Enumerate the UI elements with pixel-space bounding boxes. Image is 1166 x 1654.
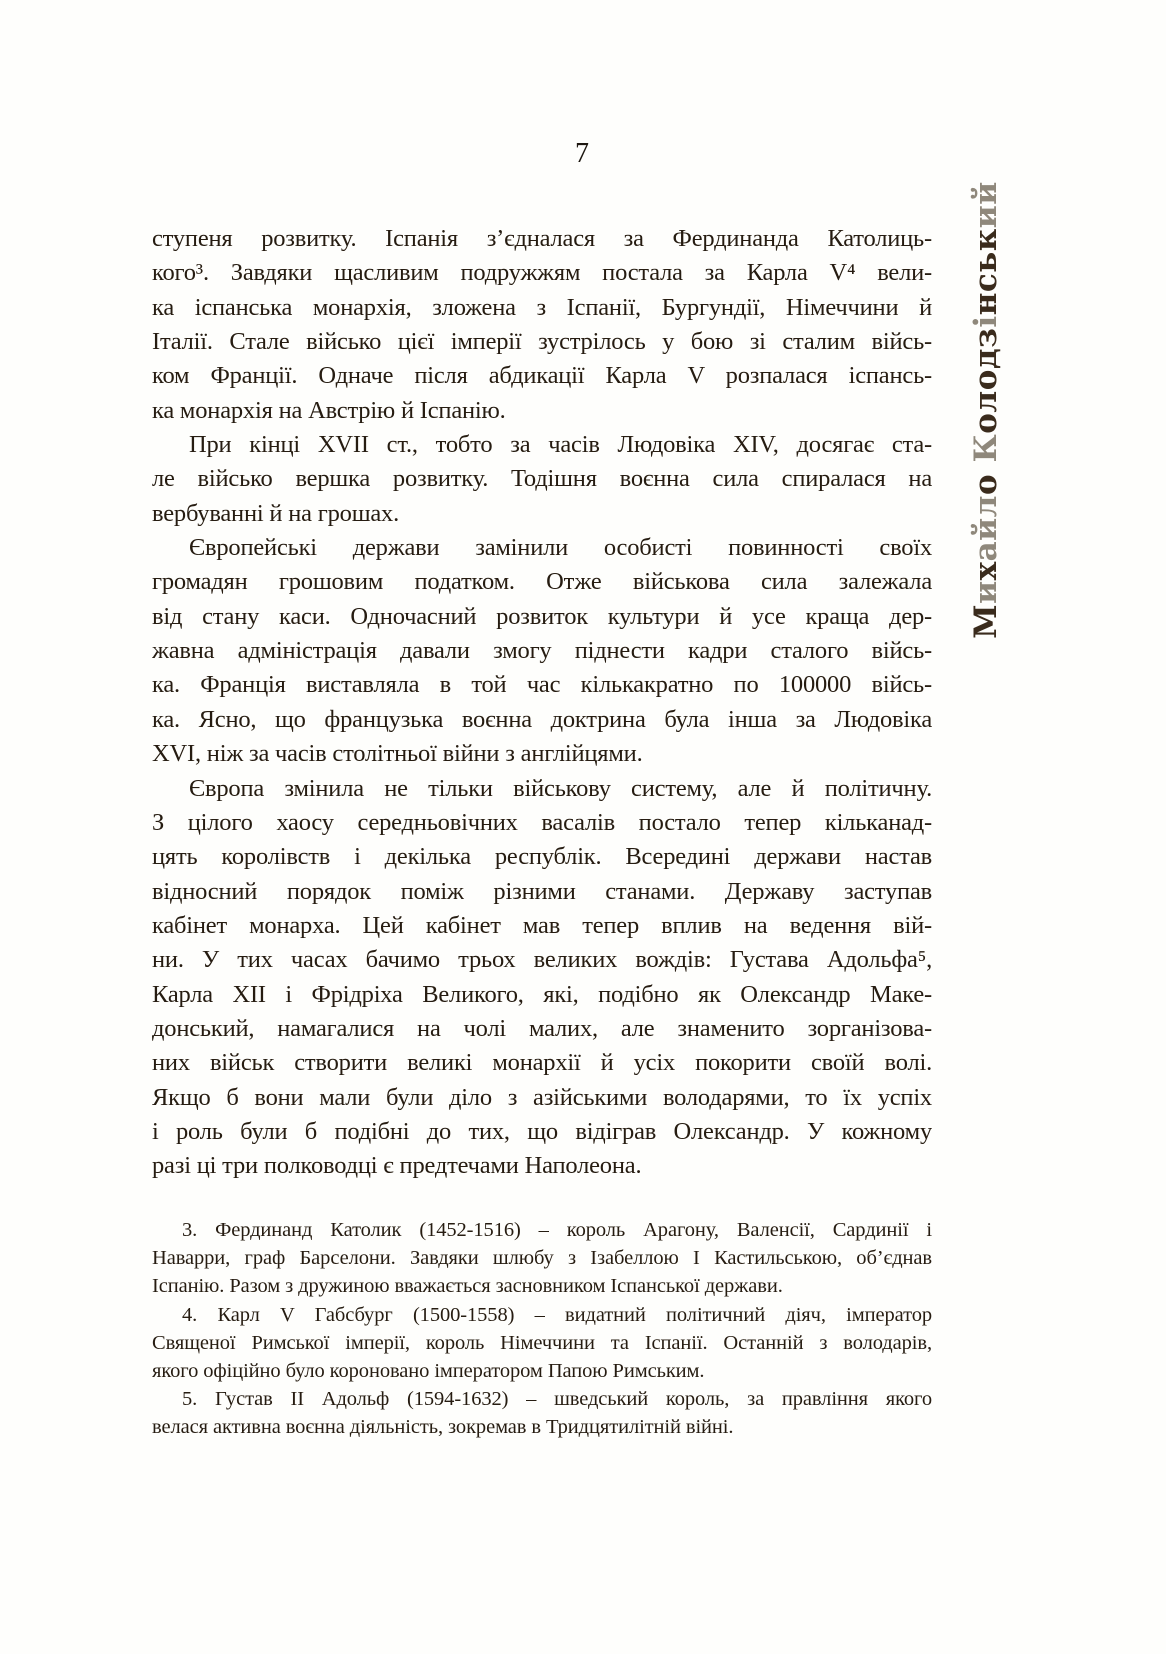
body-line: Європа змінила не тільки військову систему, але й політичну. (189, 774, 932, 802)
body-line: відносний порядок поміж різними станами. Державу заступав (152, 877, 932, 905)
author-letter: д (968, 347, 1004, 370)
footnote-line: 5. Густав II Адольф (1594-1632) – шведський король, за правління якого (182, 1388, 932, 1411)
author-letter: с (968, 272, 1004, 293)
body-line: ка. Франція виставляла в той час кількакратно по 100000 війсь- (152, 671, 932, 699)
body-line: громадян грошовим податком. Отже військова сила залежала (152, 568, 932, 596)
body-line: ком Франції. Одначе після абдикації Карла V розпалася іспансь- (152, 362, 932, 390)
author-letter: и (968, 580, 1004, 604)
body-line: Карла XII і Фрідріха Великого, які, подібно як Олександр Маке- (152, 980, 932, 1008)
footnotes (152, 1216, 932, 1442)
author-letter: к (968, 228, 1004, 252)
body-line: донський, намагалися на чолі малих, але знаменито зорганізова- (152, 1014, 932, 1042)
footnote-line: якого офіційно було короновано імператором Папою Римським. (152, 1359, 705, 1382)
body-line: ка. Ясно, що французька воєнна доктрина була інша за Людовіка (152, 705, 932, 733)
author-letter: о (968, 369, 1004, 391)
body-line: них військ створити великі монархії й усіх покорити своїй волі. (152, 1049, 932, 1077)
body-line: вербуванні й на грошах. (152, 499, 400, 527)
body-line: кабінет монарха. Цей кабінет мав тепер вплив на ведення вій- (152, 911, 932, 939)
author-letter (968, 462, 1004, 473)
body-line: разі ці три полководці є предтечами Наполеона. (152, 1152, 642, 1180)
body-line: Італії. Стале військо цієї імперії зустрілось у бою зі сталим війсь- (152, 328, 932, 356)
body-line: ка іспанська монархія, зложена з Іспанії, Бургундії, Німеччини й (152, 293, 932, 321)
body-line: від стану каси. Одночасний розвиток культури й усе краща дер- (152, 602, 932, 630)
author-letter: о (968, 412, 1004, 434)
author-letter: н (968, 292, 1004, 316)
author-letter: й (968, 517, 1004, 541)
author-letter: К (968, 433, 1004, 463)
body-line: ка монархія на Австрію й Іспанію. (152, 396, 506, 424)
author-letter: о (968, 473, 1004, 495)
author-letter: і (968, 315, 1004, 328)
footnote-line: Іспанію. Разом з дружиною вважається засновником Іспанської держави. (152, 1275, 783, 1298)
body-line: ни. У тих часах бачимо трьох великих вождів: Густава Адольфа⁵, (152, 946, 932, 974)
author-letter: л (968, 494, 1004, 518)
body-line: ле військо вершка розвитку. Тодішня воєнна сила спиралася на (152, 465, 932, 493)
body-line: При кінці XVII ст., тобто за часів Людовіка XIV, досягає ста- (189, 431, 932, 459)
body-line: XVI, ніж за часів столітньої війни з англійцями. (152, 740, 643, 768)
author-letter: л (968, 390, 1004, 413)
body-line: Європейські держави замінили особисті повинності своїх (189, 534, 932, 562)
body-line: З цілого хаосу середньовічних васалів постало тепер кільканад- (152, 808, 932, 836)
author-letter: ь (968, 251, 1004, 273)
author-letter: и (968, 204, 1004, 229)
footnote-line: Священої Римської імперії, король Німеччини та Іспанії. Останній з володарів, (152, 1331, 932, 1354)
footnote-line: велася активна воєнна діяльність, зокремав в Тридцятилітній війні. (152, 1416, 734, 1439)
body-line: ступеня розвитку. Іспанія з’єдналася за Фердинанда Католиць- (152, 225, 932, 252)
author-letter: М (968, 603, 1004, 639)
body-line: цять королівств і декілька республік. Всередині держави настав (152, 843, 932, 871)
author-letter: й (968, 181, 1004, 205)
body-line: кого³. Завдяки щасливим подружжям постала за Карла V⁴ вели- (152, 259, 932, 287)
body-text (152, 222, 932, 1184)
footnote-line: 3. Фердинанд Католик (1452-1516) – король Арагону, Валенсії, Сардинії і (182, 1219, 932, 1241)
author-running-header (968, 181, 1004, 638)
author-letter: а (968, 540, 1004, 562)
body-line: і роль були б подібні до тих, що відіграв Олександр. У кожному (152, 1117, 932, 1145)
author-letter: з (968, 327, 1004, 348)
author-letter: х (968, 561, 1004, 581)
body-line: жавна адміністрація давали змогу піднести кадри сталого війсь- (152, 637, 932, 665)
page-number: 7 (575, 138, 589, 169)
body-line: Якщо б вони мали були діло з азійськими володарями, то їх успіх (152, 1083, 932, 1111)
footnote-line: Наварри, граф Барселони. Завдяки шлюбу з Ізабеллою І Кастильською, об’єднав (152, 1247, 932, 1270)
footnote-line: 4. Карл V Габсбург (1500-1558) – видатний політичний діяч, імператор (182, 1303, 932, 1326)
